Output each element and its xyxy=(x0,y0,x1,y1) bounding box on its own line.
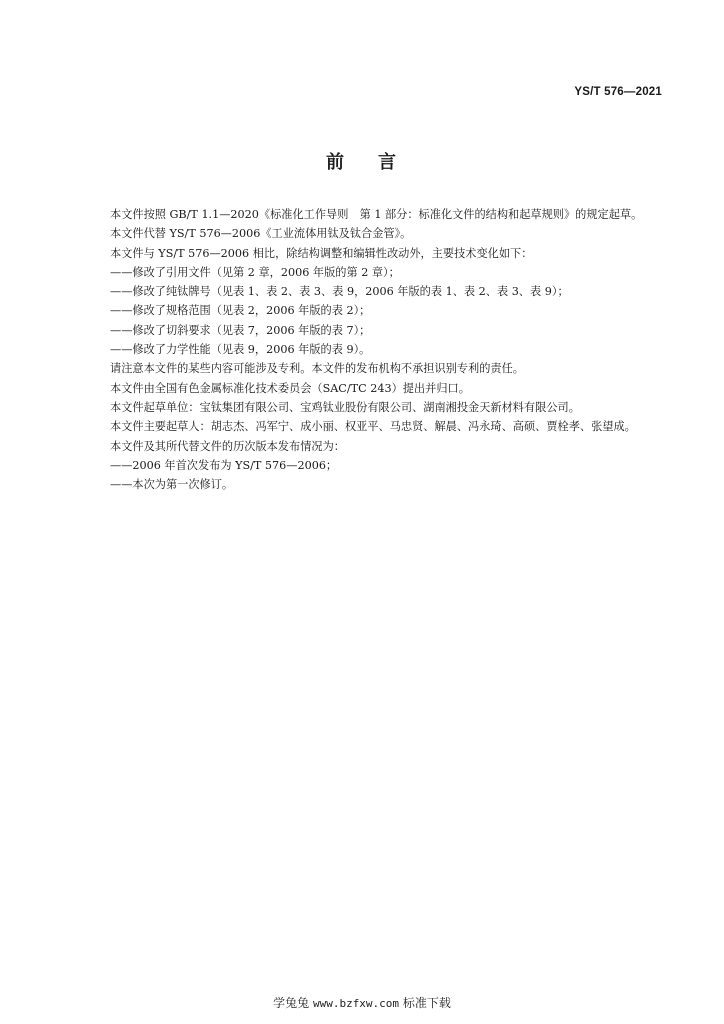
paragraph-drafting-rules: 本文件按照 GB/T 1.1—2020《标准化工作导则 第 1 部分：标准化文件的结构和起草规则》的规定起草。 xyxy=(110,208,643,221)
paragraph-changes-intro: 本文件与 YS/T 576—2006 相比，除结构调整和编辑性改动外，主要技术变化如下： xyxy=(110,246,533,260)
page-title xyxy=(0,148,724,174)
list-item-history: ——2006 年首次发布为 YS/T 576—2006； xyxy=(110,458,338,472)
list-item-change: ——修改了力学性能（见表 9，2006 年版的表 9）。 xyxy=(110,343,371,357)
list-item-change: ——修改了规格范围（见表 2，2006 年版的表 2）； xyxy=(110,304,371,318)
standard-code: YS/T 576—2021 xyxy=(574,86,662,98)
paragraph-proposer: 本文件由全国有色金属标准化技术委员会（SAC/TC 243）提出并归口。 xyxy=(110,381,470,395)
footer-tagline: 标准下载 xyxy=(402,996,451,1010)
paragraph-drafting-units: 本文件起草单位：宝钛集团有限公司、宝鸡钛业股份有限公司、湖南湘投金天新材料有限公司。 xyxy=(110,400,580,414)
paragraph-patent-notice: 请注意本文件的某些内容可能涉及专利。本文件的发布机构不承担识别专利的责任。 xyxy=(110,362,524,376)
title-part-2: 言 xyxy=(378,152,398,173)
list-item-change: ——修改了纯钛牌号（见表 1、表 2、表 3、表 9，2006 年版的表 1、表 2、表 3、表 9）； xyxy=(110,285,569,299)
paragraph-drafters: 本文件主要起草人：胡志杰、冯军宁、成小丽、权亚平、马忠贤、解晨、冯永琦、高硕、贾栓孝、张望成。 xyxy=(110,420,636,434)
list-item-history: ——本次为第一次修订。 xyxy=(110,478,234,492)
footer-watermark xyxy=(0,994,724,1011)
list-item-change: ——修改了切斜要求（见表 7，2006 年版的表 7）； xyxy=(110,323,371,337)
footer-url[interactable]: www.bzfxw.com xyxy=(312,997,400,1010)
paragraph-replaces: 本文件代替 YS/T 576—2006《工业流体用钛及钛合金管》。 xyxy=(110,227,412,241)
footer-site-name: 学兔兔 xyxy=(273,996,310,1010)
foreword-body xyxy=(87,205,665,494)
paragraph-history-intro: 本文件及其所代替文件的历次版本发布情况为： xyxy=(110,439,345,453)
title-part-1: 前 xyxy=(326,152,346,173)
list-item-change: ——修改了引用文件（见第 2 章，2006 年版的第 2 章）； xyxy=(110,265,400,279)
